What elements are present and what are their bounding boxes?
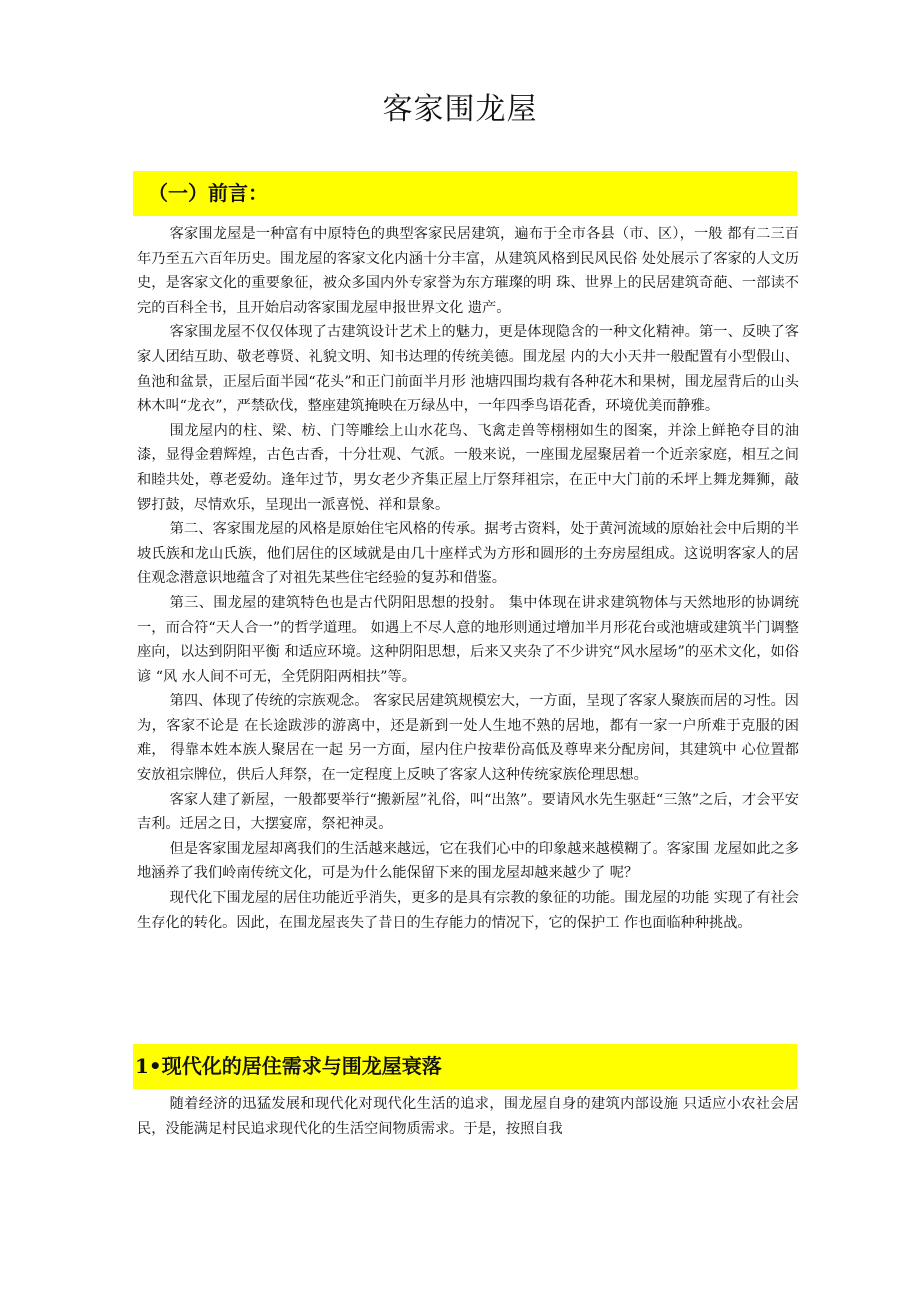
section-heading-band (133, 171, 797, 216)
paragraph: 现代化下围龙屋的居住功能近乎消失，更多的是具有宗教的象征的功能。围龙屋的功能 实现了有社会生存化的转化。因此，在围龙屋丧失了昔日的生存能力的情况下，它的保护工 作也面临种种挑战。 (137, 890, 799, 931)
paragraph: 客家围龙屋是一种富有中原特色的典型客家民居建筑，遍布于全市各县（市、区），一般 都有二三百年乃至五六百年历史。围龙屋的客家文化内涵十分丰富，从建筑风格到民风民俗 处处展示了客家的人文历史，是客家文化的重要象征，被众多国内外专家誉为东方璀璨的明 珠、世界上的民居建筑奇葩、一部读不完的百科全书，且开始启动客家围龙屋申报世界文化 遗产。 (137, 226, 799, 316)
preface-body (137, 222, 799, 935)
section-heading-modernization: 1•现代化的居住需求与围龙屋衰落 (135, 1054, 442, 1078)
modernization-body (137, 1092, 799, 1141)
section-heading-band (133, 1044, 797, 1089)
paragraph: 随着经济的迅猛发展和现代化对现代化生活的追求，围龙屋自身的建筑内部设施 只适应小农社会居民，没能满足村民追求现代化的生活空间物质需求。于是，按照自我 (137, 1096, 799, 1137)
paragraph: 第三、围龙屋的建筑特色也是古代阴阳思想的投射。 集中体现在讲求建筑物体与天然地形的协调统一，而合符“天人合一”的哲学道理。 如遇上不尽人意的地形则通过增加半月形花台或池塘或建筑半门调整座向，以达到阴阳平衡 和适应环境。这种阴阳思想，后来又夹杂了不少讲究“风水屋场”的巫术文化，如俗谚 “风 水人间不可无，全凭阴阳两相扶”等。 (137, 594, 799, 685)
paragraph: 但是客家围龙屋却离我们的生活越来越远，它在我们心中的印象越来越模糊了。客家围 龙屋如此之多地涵养了我们岭南传统文化，可是为什么能保留下来的围龙屋却越来越少了 呢？ (137, 840, 799, 882)
paragraph: 客家人建了新屋，一般都要举行“搬新屋”礼俗，叫“出煞”。要请风水先生驱赶“三煞”之后，才会平安吉利。迁居之日，大摆宴席，祭祀神灵。 (137, 791, 799, 833)
paragraph: 客家围龙屋不仅仅体现了古建筑设计艺术上的魅力，更是体现隐含的一种文化精神。第一、反映了客家人团结互助、敬老尊贤、礼貌文明、知书达理的传统美德。围龙屋 内的大小天井一般配置有小型假山、鱼池和盆景，正屋后面半园“花头”和正门前面半月形 池塘四围均栽有各种花木和果树，围龙屋背后的山头林木叫“龙衣”，严禁砍伐，整座建筑掩映在万绿丛中，一年四季鸟语花香，环境优美而静雅。 (137, 324, 799, 415)
paragraph: 围龙屋内的柱、梁、枋、门等雕绘上山水花鸟、飞禽走兽等栩栩如生的图案，并涂上鲜艳夺目的油漆，显得金碧辉煌，古色古香，十分壮观、气派。一般来说，一座围龙屋聚居着一个近亲家庭，相互之间和睦共处，尊老爱幼。逢年过节，男女老少齐集正屋上厅祭拜祖宗，在正中大门前的禾坪上舞龙舞狮，敲锣打鼓，尽情欢乐，呈现出一派喜悦、祥和景象。 (137, 422, 799, 513)
paragraph: 第二、客家围龙屋的风格是原始住宅风格的传承。据考古资料，处于黄河流域的原始社会中后期的半坡氏族和龙山氏族，他们居住的区域就是由几十座样式为方形和圆形的土夯房屋组成。这说明客家人的居住观念潜意识地蕴含了对祖先某些住宅经验的复苏和借鉴。 (137, 521, 799, 587)
document-title: 客家围龙屋 (382, 92, 538, 127)
section-heading-preface: （一）前言： (148, 181, 268, 205)
paragraph: 第四、体现了传统的宗族观念。 客家民居建筑规模宏大，一方面，呈现了客家人聚族而居的习性。因为，客家不论是 在长途跋涉的游离中，还是新到一处人生地不熟的居地，都有一家一户所难于克服的困难， 得靠本姓本族人聚居在一起 另一方面，屋内住户按辈份高低及尊卑来分配房间，其建筑中 心位置都安放祖宗牌位，供后人拜祭，在一定程度上反映了客家人这种传统家族伦理思想。 (137, 693, 799, 784)
